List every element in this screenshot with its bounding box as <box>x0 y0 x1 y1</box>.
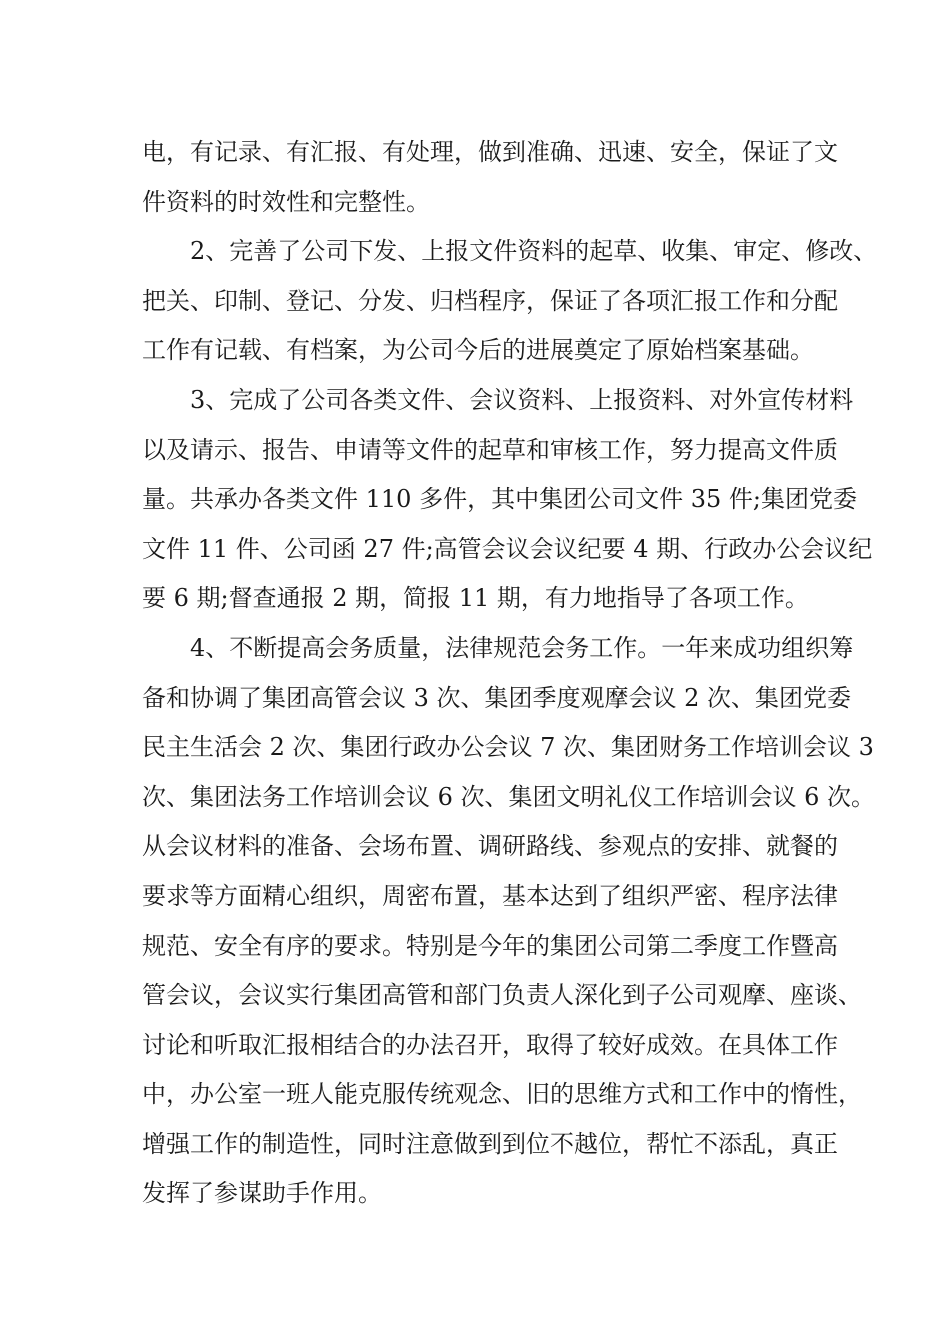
text-line: 次、集团法务工作培训会议 6 次、集团文明礼仪工作培训会议 6 次。 <box>142 782 876 811</box>
text-line: 讨论和听取汇报相结合的办法召开，取得了较好成效。在具体工作 <box>142 1030 838 1059</box>
text-line: 3、完成了公司各类文件、会议资料、上报资料、对外宣传材料 <box>190 385 854 414</box>
paragraph-1-continuation <box>142 128 838 227</box>
text-line: 增强工作的制造性，同时注意做到到位不越位，帮忙不添乱，真正 <box>142 1129 838 1158</box>
text-line: 民主生活会 2 次、集团行政办公会议 7 次、集团财务工作培训会议 3 <box>142 733 874 762</box>
text-line: 量。共承办各类文件 110 多件，其中集团公司文件 35 件;集团党委 <box>142 485 857 514</box>
text-line: 备和协调了集团高管会议 3 次、集团季度观摩会议 2 次、集团党委 <box>142 683 852 712</box>
text-line: 电，有记录、有汇报、有处理，做到准确、迅速、安全，保证了文 <box>142 138 838 166</box>
text-line: 把关、印制、登记、分发、归档程序，保证了各项汇报工作和分配 <box>142 286 838 315</box>
text-line: 从会议材料的准备、会场布置、调研路线、参观点的安排、就餐的 <box>142 832 838 861</box>
text-line: 2、完善了公司下发、上报文件资料的起草、收集、审定、修改、 <box>190 237 878 266</box>
paragraph-2 <box>142 227 878 376</box>
text-line: 以及请示、报告、申请等文件的起草和审核工作，努力提高文件质 <box>142 435 838 464</box>
document-body <box>142 128 878 1219</box>
text-line: 工作有记载、有档案，为公司今后的进展奠定了原始档案基础。 <box>142 336 814 365</box>
paragraph-4 <box>142 624 876 1219</box>
text-line: 要 6 期;督查通报 2 期，简报 11 期，有力地指导了各项工作。 <box>142 584 809 613</box>
paragraph-3 <box>142 376 873 624</box>
text-line: 4、不断提高会务质量，法律规范会务工作。一年来成功组织筹 <box>190 633 854 662</box>
text-line: 发挥了参谋助手作用。 <box>142 1179 382 1208</box>
text-line: 文件 11 件、公司函 27 件;高管会议会议纪要 4 期、行政办公会议纪 <box>142 534 873 563</box>
text-line: 要求等方面精心组织，周密布置，基本达到了组织严密、程序法律 <box>142 881 838 910</box>
text-line: 管会议，会议实行集团高管和部门负责人深化到子公司观摩、座谈、 <box>142 981 862 1010</box>
text-line: 规范、安全有序的要求。特别是今年的集团公司第二季度工作暨高 <box>142 931 838 960</box>
text-line: 件资料的时效性和完整性。 <box>142 187 430 216</box>
text-line: 中，办公室一班人能克服传统观念、旧的思维方式和工作中的惰性， <box>142 1080 862 1109</box>
